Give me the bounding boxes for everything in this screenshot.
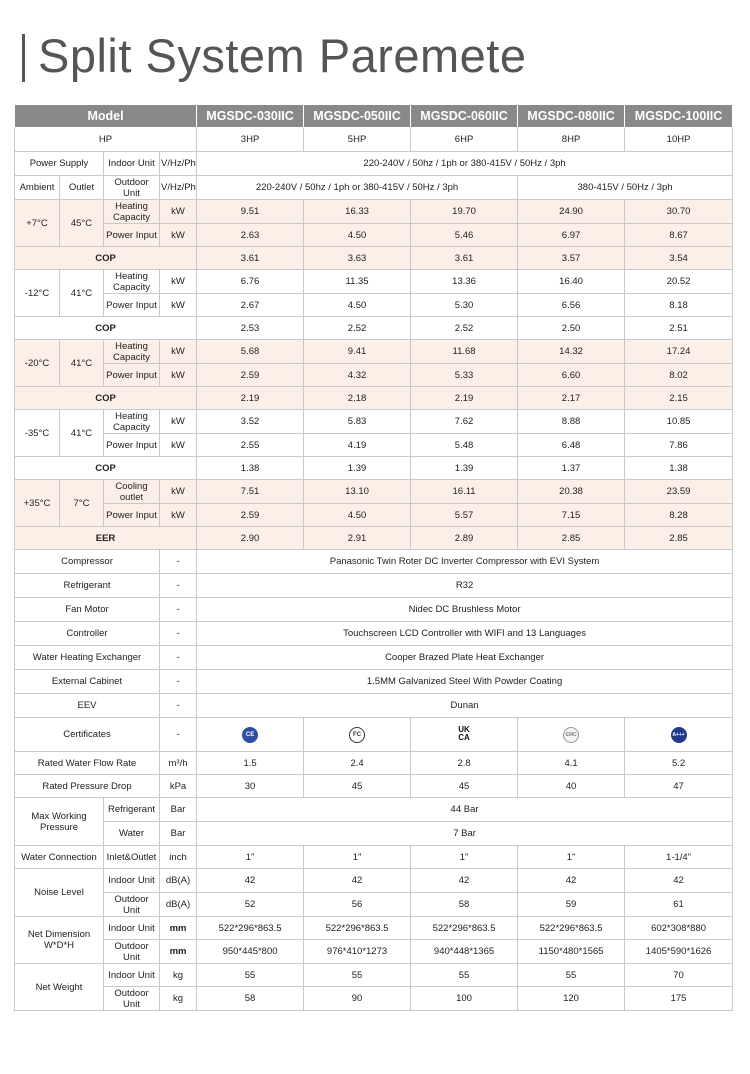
ratio-value: 3.61 bbox=[411, 247, 518, 270]
pressure-drop-row bbox=[15, 775, 733, 798]
power-input-value: 2.59 bbox=[197, 504, 304, 527]
ambient-temp: -20°C bbox=[15, 340, 60, 387]
unit-cell: - bbox=[160, 718, 197, 752]
fcc-mark-icon: FC bbox=[349, 727, 365, 743]
noise-value: 42 bbox=[625, 869, 733, 893]
outlet-temp: 41°C bbox=[60, 410, 104, 457]
model-header-cell: MGSDC-100IIC bbox=[625, 105, 733, 128]
unit-cell: kW bbox=[160, 364, 197, 387]
ambient-temp: +7°C bbox=[15, 200, 60, 247]
weight-outdoor-label: Outdoor Unit bbox=[104, 987, 160, 1011]
unit-cell: - bbox=[160, 646, 197, 670]
spec-value: Cooper Brazed Plate Heat Exchanger bbox=[197, 646, 733, 670]
weight-value: 90 bbox=[304, 987, 411, 1011]
ratio-value: 1.38 bbox=[197, 457, 304, 480]
water-connection-value: 1" bbox=[197, 846, 304, 869]
power-input-value: 4.32 bbox=[304, 364, 411, 387]
model-header-cell: MGSDC-060IIC bbox=[411, 105, 518, 128]
capacity-value: 17.24 bbox=[625, 340, 733, 364]
capacity-value: 30.70 bbox=[625, 200, 733, 224]
spec-label: EEV bbox=[15, 694, 160, 718]
power-input-value: 4.50 bbox=[304, 224, 411, 247]
unit-cell: kW bbox=[160, 410, 197, 434]
pressure-drop-value: 45 bbox=[411, 775, 518, 798]
dimension-row bbox=[15, 917, 733, 940]
ratio-value: 2.89 bbox=[411, 527, 518, 550]
spec-row bbox=[15, 670, 733, 694]
water-connection-sub: Inlet&Outlet bbox=[104, 846, 160, 869]
condition-capacity-row bbox=[15, 480, 733, 504]
power-input-value: 5.46 bbox=[411, 224, 518, 247]
weight-value: 55 bbox=[197, 964, 304, 987]
water-pressure-label: Water bbox=[104, 822, 160, 846]
ratio-value: 2.17 bbox=[518, 387, 625, 410]
flow-rate-value: 4.1 bbox=[518, 752, 625, 775]
ratio-value: 2.53 bbox=[197, 317, 304, 340]
ambient-label: Ambient bbox=[15, 176, 60, 200]
dimension-value: 1150*480*1565 bbox=[518, 940, 625, 964]
power-input-value: 4.50 bbox=[304, 294, 411, 317]
ratio-value: 2.15 bbox=[625, 387, 733, 410]
unit-cell: Bar bbox=[160, 798, 197, 822]
spec-value: Touchscreen LCD Controller with WIFI and 13 Languages bbox=[197, 622, 733, 646]
pressure-drop-value: 30 bbox=[197, 775, 304, 798]
power-input-value: 2.59 bbox=[197, 364, 304, 387]
spec-row bbox=[15, 574, 733, 598]
noise-value: 42 bbox=[197, 869, 304, 893]
unit-cell: - bbox=[160, 598, 197, 622]
capacity-value: 16.11 bbox=[411, 480, 518, 504]
ratio-value: 2.50 bbox=[518, 317, 625, 340]
max-pressure-row bbox=[15, 822, 733, 846]
capacity-label: Heating Capacity bbox=[104, 410, 160, 434]
water-connection-value: 1" bbox=[518, 846, 625, 869]
unit-cell: kg bbox=[160, 964, 197, 987]
power-input-value: 8.02 bbox=[625, 364, 733, 387]
capacity-value: 7.62 bbox=[411, 410, 518, 434]
power-supply-row bbox=[15, 152, 733, 176]
spec-value: Panasonic Twin Roter DC Inverter Compressor with EVI System bbox=[197, 550, 733, 574]
capacity-value: 3.52 bbox=[197, 410, 304, 434]
condition-ratio-row bbox=[15, 457, 733, 480]
weight-label: Net Weight bbox=[15, 964, 104, 1011]
power-input-value: 2.63 bbox=[197, 224, 304, 247]
dimension-value: 522*296*863.5 bbox=[304, 917, 411, 940]
ratio-label: EER bbox=[15, 527, 197, 550]
condition-ratio-row bbox=[15, 317, 733, 340]
noise-outdoor-label: Outdoor Unit bbox=[104, 893, 160, 917]
unit-cell: kg bbox=[160, 987, 197, 1011]
capacity-label: Heating Capacity bbox=[104, 340, 160, 364]
capacity-label: Cooling outlet bbox=[104, 480, 160, 504]
a-plus-energy-icon: A+++ bbox=[671, 727, 687, 743]
power-input-value: 8.18 bbox=[625, 294, 733, 317]
unit-cell: kW bbox=[160, 224, 197, 247]
unit-cell: - bbox=[160, 670, 197, 694]
unit-cell: V/Hz/Ph bbox=[160, 152, 197, 176]
weight-value: 175 bbox=[625, 987, 733, 1011]
ratio-value: 2.18 bbox=[304, 387, 411, 410]
ambient-temp: +35°C bbox=[15, 480, 60, 527]
page-title: Split System Paremete bbox=[38, 29, 527, 82]
noise-value: 58 bbox=[411, 893, 518, 917]
power-input-label: Power Input bbox=[104, 224, 160, 247]
unit-cell: Bar bbox=[160, 822, 197, 846]
dimension-indoor-label: Indoor Unit bbox=[104, 917, 160, 940]
unit-cell: kW bbox=[160, 200, 197, 224]
outlet-label: Outlet bbox=[60, 176, 104, 200]
unit-cell: mm bbox=[160, 917, 197, 940]
ratio-value: 1.39 bbox=[411, 457, 518, 480]
power-input-value: 5.30 bbox=[411, 294, 518, 317]
outdoor-supply-value: 380-415V / 50Hz / 3ph bbox=[518, 176, 733, 200]
power-input-value: 4.50 bbox=[304, 504, 411, 527]
max-pressure-row bbox=[15, 798, 733, 822]
power-input-value: 7.86 bbox=[625, 434, 733, 457]
power-input-label: Power Input bbox=[104, 504, 160, 527]
power-input-value: 6.97 bbox=[518, 224, 625, 247]
capacity-value: 7.51 bbox=[197, 480, 304, 504]
spec-label: Fan Motor bbox=[15, 598, 160, 622]
water-pressure-value: 7 Bar bbox=[197, 822, 733, 846]
capacity-value: 5.68 bbox=[197, 340, 304, 364]
dimension-value: 602*308*880 bbox=[625, 917, 733, 940]
ratio-value: 2.19 bbox=[197, 387, 304, 410]
ukca-mark-icon: UK CA bbox=[458, 725, 470, 742]
water-connection-value: 1-1/4" bbox=[625, 846, 733, 869]
ratio-value: 1.39 bbox=[304, 457, 411, 480]
condition-capacity-row bbox=[15, 200, 733, 224]
ratio-label: COP bbox=[15, 247, 197, 270]
unit-cell: mm bbox=[160, 940, 197, 964]
ratio-label: COP bbox=[15, 387, 197, 410]
power-input-value: 5.33 bbox=[411, 364, 518, 387]
capacity-value: 10.85 bbox=[625, 410, 733, 434]
capacity-value: 13.10 bbox=[304, 480, 411, 504]
condition-power-row bbox=[15, 364, 733, 387]
conditions-body bbox=[15, 200, 733, 550]
spec-row bbox=[15, 550, 733, 574]
pressure-drop-value: 45 bbox=[304, 775, 411, 798]
pressure-drop-label: Rated Pressure Drop bbox=[15, 775, 160, 798]
ratio-value: 1.38 bbox=[625, 457, 733, 480]
spec-label: Water Heating Exchanger bbox=[15, 646, 160, 670]
condition-power-row bbox=[15, 434, 733, 457]
hp-row bbox=[15, 128, 733, 152]
ratio-value: 2.90 bbox=[197, 527, 304, 550]
ratio-value: 2.19 bbox=[411, 387, 518, 410]
power-input-value: 6.48 bbox=[518, 434, 625, 457]
capacity-value: 19.70 bbox=[411, 200, 518, 224]
spec-table bbox=[14, 104, 733, 1011]
ambient-temp: -35°C bbox=[15, 410, 60, 457]
power-input-label: Power Input bbox=[104, 364, 160, 387]
model-header-cell: MGSDC-050IIC bbox=[304, 105, 411, 128]
unit-cell: kW bbox=[160, 340, 197, 364]
capacity-value: 20.52 bbox=[625, 270, 733, 294]
title-accent-bar bbox=[22, 34, 25, 82]
condition-power-row bbox=[15, 504, 733, 527]
ratio-value: 3.63 bbox=[304, 247, 411, 270]
unit-cell: - bbox=[160, 550, 197, 574]
specs-body bbox=[15, 550, 733, 718]
model-header-row bbox=[15, 105, 733, 128]
spec-value: R32 bbox=[197, 574, 733, 598]
weight-value: 55 bbox=[411, 964, 518, 987]
pressure-drop-value: 47 bbox=[625, 775, 733, 798]
weight-row bbox=[15, 987, 733, 1011]
unit-cell: kW bbox=[160, 504, 197, 527]
noise-value: 61 bbox=[625, 893, 733, 917]
ratio-value: 2.52 bbox=[411, 317, 518, 340]
capacity-value: 16.33 bbox=[304, 200, 411, 224]
unit-cell: kW bbox=[160, 480, 197, 504]
ratio-label: COP bbox=[15, 457, 197, 480]
hp-value: 8HP bbox=[518, 128, 625, 152]
outlet-temp: 7°C bbox=[60, 480, 104, 527]
certificates-label: Certificates bbox=[15, 718, 160, 752]
power-input-value: 8.28 bbox=[625, 504, 733, 527]
condition-capacity-row bbox=[15, 340, 733, 364]
condition-ratio-row bbox=[15, 387, 733, 410]
water-connection-value: 1" bbox=[304, 846, 411, 869]
ratio-value: 2.85 bbox=[625, 527, 733, 550]
ratio-label: COP bbox=[15, 317, 197, 340]
capacity-value: 8.88 bbox=[518, 410, 625, 434]
dimension-value: 522*296*863.5 bbox=[411, 917, 518, 940]
spec-label: Refrigerant bbox=[15, 574, 160, 598]
outdoor-supply-value: 220-240V / 50hz / 1ph or 380-415V / 50Hz / 3ph bbox=[197, 176, 518, 200]
indoor-unit-label: Indoor Unit bbox=[104, 152, 160, 176]
outlet-temp: 45°C bbox=[60, 200, 104, 247]
weight-row bbox=[15, 964, 733, 987]
model-header-cell: MGSDC-080IIC bbox=[518, 105, 625, 128]
refrigerant-pressure-value: 44 Bar bbox=[197, 798, 733, 822]
unit-cell: - bbox=[160, 574, 197, 598]
ratio-value: 2.85 bbox=[518, 527, 625, 550]
ratio-value: 3.54 bbox=[625, 247, 733, 270]
spec-value: Dunan bbox=[197, 694, 733, 718]
ambient-header-row bbox=[15, 176, 733, 200]
power-input-value: 5.57 bbox=[411, 504, 518, 527]
capacity-label: Heating Capacity bbox=[104, 200, 160, 224]
unit-cell: dB(A) bbox=[160, 893, 197, 917]
noise-value: 42 bbox=[304, 869, 411, 893]
capacity-label: Heating Capacity bbox=[104, 270, 160, 294]
max-pressure-label: Max Working Pressure bbox=[15, 798, 104, 846]
noise-value: 42 bbox=[411, 869, 518, 893]
condition-power-row bbox=[15, 294, 733, 317]
unit-cell: m³/h bbox=[160, 752, 197, 775]
water-connection-value: 1" bbox=[411, 846, 518, 869]
spec-row bbox=[15, 622, 733, 646]
weight-value: 55 bbox=[304, 964, 411, 987]
dimension-value: 976*410*1273 bbox=[304, 940, 411, 964]
capacity-value: 6.76 bbox=[197, 270, 304, 294]
flow-rate-value: 1.5 bbox=[197, 752, 304, 775]
spec-label: Controller bbox=[15, 622, 160, 646]
noise-label: Noise Level bbox=[15, 869, 104, 917]
dimension-row bbox=[15, 940, 733, 964]
outdoor-unit-label: Outdoor Unit bbox=[104, 176, 160, 200]
hp-value: 3HP bbox=[197, 128, 304, 152]
power-input-value: 6.60 bbox=[518, 364, 625, 387]
capacity-value: 11.35 bbox=[304, 270, 411, 294]
outlet-temp: 41°C bbox=[60, 270, 104, 317]
spec-value: Nidec DC Brushless Motor bbox=[197, 598, 733, 622]
flow-rate-value: 2.8 bbox=[411, 752, 518, 775]
capacity-value: 5.83 bbox=[304, 410, 411, 434]
weight-indoor-label: Indoor Unit bbox=[104, 964, 160, 987]
capacity-value: 23.59 bbox=[625, 480, 733, 504]
unit-cell: V/Hz/Ph bbox=[160, 176, 197, 200]
spec-label: Compressor bbox=[15, 550, 160, 574]
dimension-value: 522*296*863.5 bbox=[518, 917, 625, 940]
flow-rate-label: Rated Water Flow Rate bbox=[15, 752, 160, 775]
weight-value: 100 bbox=[411, 987, 518, 1011]
condition-power-row bbox=[15, 224, 733, 247]
weight-value: 70 bbox=[625, 964, 733, 987]
power-supply-value: 220-240V / 50hz / 1ph or 380-415V / 50Hz / 3ph bbox=[197, 152, 733, 176]
unit-cell: dB(A) bbox=[160, 869, 197, 893]
ratio-value: 2.91 bbox=[304, 527, 411, 550]
dimension-outdoor-label: Outdoor Unit bbox=[104, 940, 160, 964]
power-input-value: 4.19 bbox=[304, 434, 411, 457]
spec-value: 1.5MM Galvanized Steel With Powder Coating bbox=[197, 670, 733, 694]
dimension-value: 522*296*863.5 bbox=[197, 917, 304, 940]
ratio-value: 3.57 bbox=[518, 247, 625, 270]
unit-cell: - bbox=[160, 622, 197, 646]
capacity-value: 11.68 bbox=[411, 340, 518, 364]
capacity-value: 13.36 bbox=[411, 270, 518, 294]
spec-row bbox=[15, 646, 733, 670]
capacity-value: 20.38 bbox=[518, 480, 625, 504]
hp-value: 10HP bbox=[625, 128, 733, 152]
noise-indoor-label: Indoor Unit bbox=[104, 869, 160, 893]
flow-rate-value: 2.4 bbox=[304, 752, 411, 775]
hp-label: HP bbox=[15, 128, 197, 152]
ratio-value: 2.51 bbox=[625, 317, 733, 340]
capacity-value: 14.32 bbox=[518, 340, 625, 364]
unit-cell: kW bbox=[160, 434, 197, 457]
dimension-value: 1405*590*1626 bbox=[625, 940, 733, 964]
power-input-value: 8.67 bbox=[625, 224, 733, 247]
power-input-value: 7.15 bbox=[518, 504, 625, 527]
spec-row bbox=[15, 598, 733, 622]
ratio-value: 2.52 bbox=[304, 317, 411, 340]
noise-row bbox=[15, 869, 733, 893]
water-connection-label: Water Connection bbox=[15, 846, 104, 869]
power-input-value: 5.48 bbox=[411, 434, 518, 457]
ratio-value: 3.61 bbox=[197, 247, 304, 270]
capacity-value: 9.51 bbox=[197, 200, 304, 224]
hp-value: 6HP bbox=[411, 128, 518, 152]
power-input-value: 2.55 bbox=[197, 434, 304, 457]
unit-cell: kPa bbox=[160, 775, 197, 798]
noise-value: 59 bbox=[518, 893, 625, 917]
power-input-value: 6.56 bbox=[518, 294, 625, 317]
dimension-value: 940*448*1365 bbox=[411, 940, 518, 964]
emc-mark-icon: EMC bbox=[563, 727, 579, 743]
power-input-label: Power Input bbox=[104, 434, 160, 457]
unit-cell: kW bbox=[160, 294, 197, 317]
noise-row bbox=[15, 893, 733, 917]
noise-value: 42 bbox=[518, 869, 625, 893]
dimension-value: 950*445*800 bbox=[197, 940, 304, 964]
capacity-value: 9.41 bbox=[304, 340, 411, 364]
flow-rate-value: 5.2 bbox=[625, 752, 733, 775]
spec-row bbox=[15, 694, 733, 718]
outlet-temp: 41°C bbox=[60, 340, 104, 387]
capacity-value: 16.40 bbox=[518, 270, 625, 294]
weight-value: 55 bbox=[518, 964, 625, 987]
ce-mark-icon: CE bbox=[242, 727, 258, 743]
condition-capacity-row bbox=[15, 270, 733, 294]
dimension-label: Net Dimension W*D*H bbox=[15, 917, 104, 964]
power-supply-label: Power Supply bbox=[15, 152, 104, 176]
capacity-value: 24.90 bbox=[518, 200, 625, 224]
water-connection-row bbox=[15, 846, 733, 869]
condition-capacity-row bbox=[15, 410, 733, 434]
power-input-value: 2.67 bbox=[197, 294, 304, 317]
weight-value: 120 bbox=[518, 987, 625, 1011]
flow-rate-row bbox=[15, 752, 733, 775]
condition-ratio-row bbox=[15, 527, 733, 550]
pressure-drop-value: 40 bbox=[518, 775, 625, 798]
unit-cell: - bbox=[160, 694, 197, 718]
condition-ratio-row bbox=[15, 247, 733, 270]
hp-value: 5HP bbox=[304, 128, 411, 152]
spec-label: External Cabinet bbox=[15, 670, 160, 694]
power-input-label: Power Input bbox=[104, 294, 160, 317]
ambient-temp: -12°C bbox=[15, 270, 60, 317]
certificates-row bbox=[15, 718, 733, 752]
model-header-label: Model bbox=[15, 105, 197, 128]
noise-value: 56 bbox=[304, 893, 411, 917]
noise-value: 52 bbox=[197, 893, 304, 917]
unit-cell: kW bbox=[160, 270, 197, 294]
ratio-value: 1.37 bbox=[518, 457, 625, 480]
refrigerant-pressure-label: Refrigerant bbox=[104, 798, 160, 822]
weight-value: 58 bbox=[197, 987, 304, 1011]
model-header-cell: MGSDC-030IIC bbox=[197, 105, 304, 128]
unit-cell: inch bbox=[160, 846, 197, 869]
